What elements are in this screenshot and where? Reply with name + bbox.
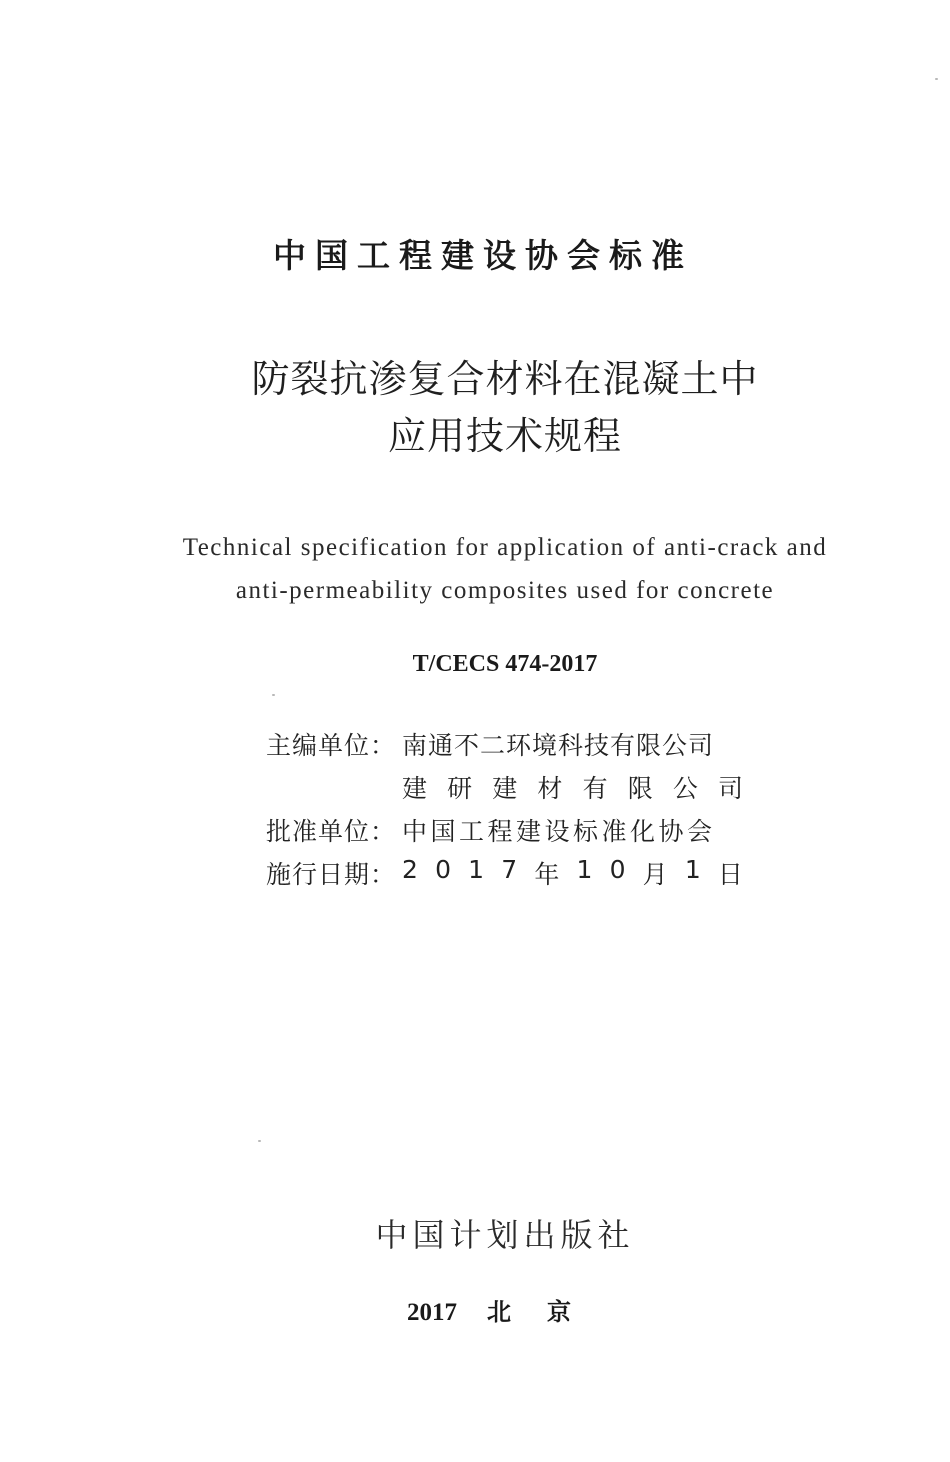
chief-editor-unit-2 xyxy=(402,769,744,805)
date-char: 1 xyxy=(468,854,486,884)
scan-speck xyxy=(935,78,938,80)
chinese-title-line-1: 防裂抗渗复合材料在混凝土中 xyxy=(251,357,759,401)
date-char: 日 xyxy=(717,859,744,889)
date-char: 7 xyxy=(501,854,519,884)
series-title: 中国工程建设协会标准 xyxy=(273,236,693,275)
publication-year: 2017 xyxy=(407,1299,457,1326)
unit-2-char: 建 xyxy=(402,773,429,803)
standard-code: T/CECS 474-2017 xyxy=(412,651,598,677)
approval-row xyxy=(266,808,786,851)
unit-2-char: 公 xyxy=(672,773,699,803)
unit-2-char: 有 xyxy=(582,773,609,803)
scan-speck xyxy=(258,1140,261,1142)
publication-city: 北京 xyxy=(487,1298,607,1326)
effective-date-value xyxy=(402,855,744,891)
unit-2-char: 司 xyxy=(717,773,744,803)
unit-2-char: 限 xyxy=(627,773,654,803)
effective-date-label: 施行日期： xyxy=(266,859,397,889)
date-char: 1 xyxy=(576,854,594,884)
chief-editor-label: 主编单位： xyxy=(266,730,397,760)
chief-editor-row-2 xyxy=(266,765,786,808)
date-char: 月 xyxy=(642,859,669,889)
standard-info-block xyxy=(266,722,786,894)
date-char: 0 xyxy=(609,854,627,884)
chinese-title-line-2: 应用技术规程 xyxy=(387,414,622,458)
unit-2-char: 建 xyxy=(492,773,519,803)
publisher-name: 中国计划出版社 xyxy=(375,1216,635,1254)
effective-date-row xyxy=(266,851,786,894)
date-char: 年 xyxy=(534,859,561,889)
date-char: 1 xyxy=(684,854,702,884)
chief-editor-row xyxy=(266,722,786,765)
scan-speck xyxy=(272,694,275,696)
chief-editor-unit-1: 南通不二环境科技有限公司 xyxy=(402,730,715,760)
date-char: 0 xyxy=(435,854,452,884)
approval-label: 批准单位： xyxy=(266,816,397,846)
unit-2-char: 研 xyxy=(447,773,474,803)
english-title-line-1: Technical specification for application of anti-crack and xyxy=(182,534,828,561)
approval-unit: 中国工程建设标准化协会 xyxy=(402,816,716,846)
english-title-line-2: anti-permeability composites used for concrete xyxy=(235,577,775,604)
publication-place-year xyxy=(407,1292,607,1327)
date-char: 2 xyxy=(402,854,419,884)
unit-2-char: 材 xyxy=(537,773,564,803)
